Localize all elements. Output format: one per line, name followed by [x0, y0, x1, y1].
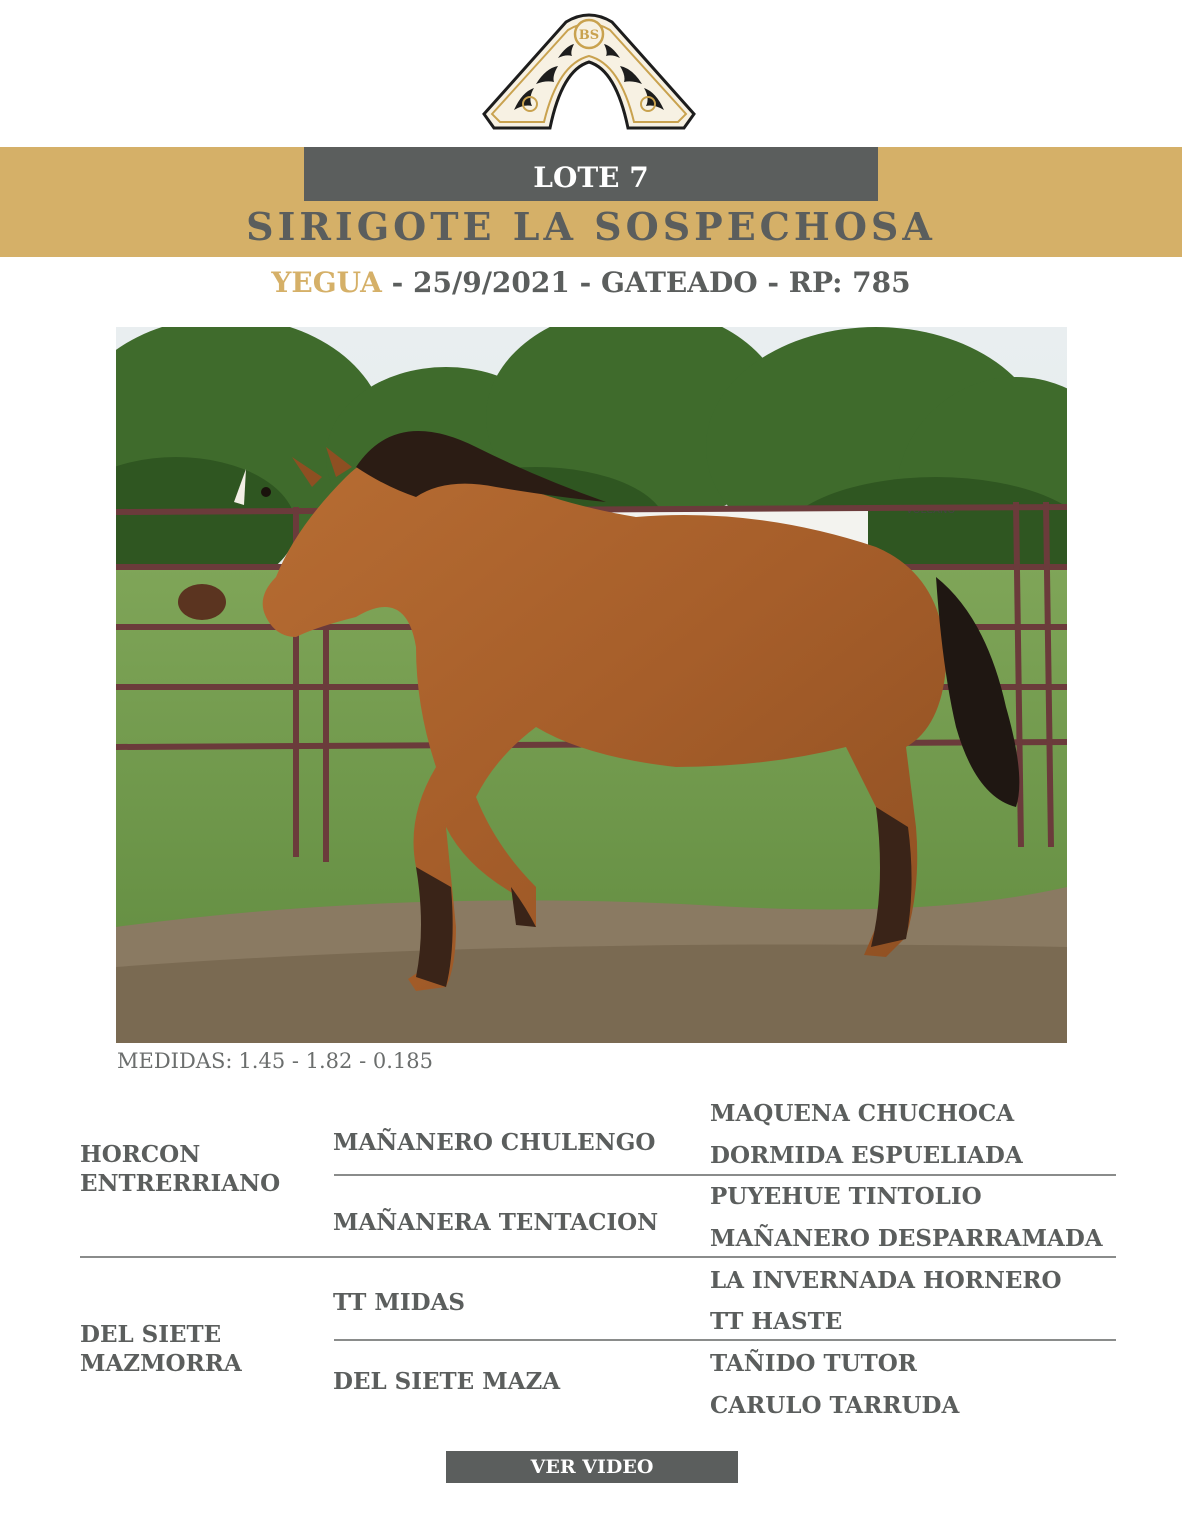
divider [80, 1256, 1116, 1258]
pedigree-dam-dam-sire: TAÑIDO TUTOR [710, 1350, 917, 1377]
pedigree-sire-dam-dam: MAÑANERO DESPARRAMADA [710, 1225, 1103, 1252]
measurements-label: MEDIDAS: [117, 1049, 233, 1073]
horse-photo [116, 327, 1067, 1043]
horse-details [0, 266, 1182, 299]
pedigree-dam-sire-sire: LA INVERNADA HORNERO [710, 1267, 1062, 1294]
pedigree-dam: DEL SIETE MAZMORRA [80, 1321, 242, 1377]
pedigree-sire-sire-sire: MAQUENA CHUCHOCA [710, 1100, 1015, 1127]
svg-text:VOLCANO: VOLCANO [906, 505, 956, 516]
brand-logo [478, 10, 700, 134]
svg-text:BS: BS [578, 28, 600, 43]
pedigree-dam-dam: DEL SIETE MAZA [333, 1368, 561, 1395]
lot-label: LOTE 7 [304, 147, 878, 201]
horse-info: - 25/9/2021 - GATEADO - RP: 785 [381, 266, 911, 299]
horse-name: SIRIGOTE LA SOSPECHOSA [246, 204, 936, 249]
pedigree-sire-sire: MAÑANERO CHULENGO [333, 1129, 656, 1156]
divider [334, 1339, 1116, 1341]
horse-sex: YEGUA [271, 266, 382, 299]
pedigree-sire-dam: MAÑANERA TENTACION [333, 1209, 659, 1236]
pedigree-dam-dam-dam: CARULO TARRUDA [710, 1392, 960, 1419]
pedigree-sire-dam-sire: PUYEHUE TINTOLIO [710, 1183, 982, 1210]
pedigree-dam-sire-dam: TT HASTE [710, 1308, 843, 1335]
divider [334, 1174, 1116, 1176]
pedigree-sire: HORCON ENTRERRIANO [80, 1141, 281, 1197]
measurements [117, 1049, 433, 1073]
watch-video-button[interactable]: VER VIDEO [446, 1451, 738, 1483]
measurements-values: 1.45 - 1.82 - 0.185 [238, 1049, 433, 1073]
pedigree-sire-sire-dam: DORMIDA ESPUELIADA [710, 1142, 1023, 1169]
pedigree-dam-sire: TT MIDAS [333, 1289, 466, 1316]
